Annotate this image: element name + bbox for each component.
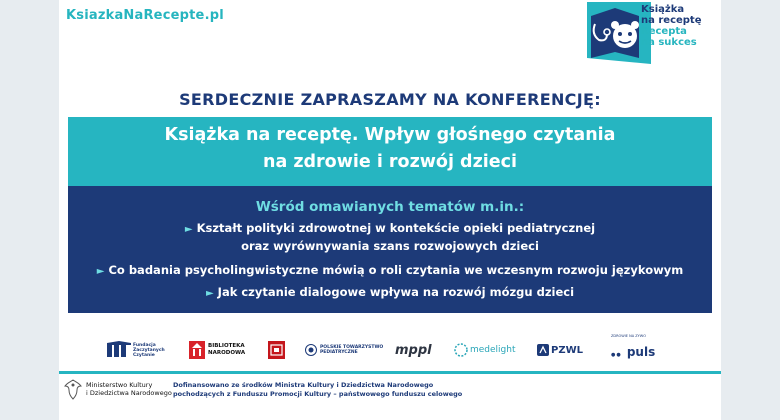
arrow-icon: ►	[96, 266, 105, 277]
topics-panel	[68, 186, 712, 313]
topics-heading: Wśród omawianych tematów m.in.:	[255, 199, 525, 215]
medelight-icon	[454, 343, 468, 357]
topic-item: ► Co badania psycholingwistyczne mówią o roli czytania we wczesnym rozwoju językowym	[96, 263, 684, 277]
logo-wordmark: Książka na receptę Recepta na sukces	[641, 4, 702, 48]
library-icon	[189, 341, 205, 359]
ptp-icon	[305, 344, 317, 356]
polskie-towarzystwo-pediatryczne-logo[interactable]: POLSKIE TOWARZYSTWO PEDIATRYCZNE	[305, 335, 383, 365]
topic-item: ► Kształt polityki zdrowotnej w kontekście opieki pediatrycznej oraz wyrównywania szans rozwojowych dzieci	[184, 221, 596, 253]
mppl-logo[interactable]: mppl	[395, 342, 432, 358]
medelight-logo[interactable]: medelight	[454, 335, 516, 365]
invitation-heading: SERDECZNIE ZAPRASZAMY NA KONFERENCJĘ:	[179, 90, 601, 109]
funding-note: Dofinansowano ze środków Ministra Kultury i Dziedzictwa Narodowego pochodzących z Funduszu Promocji Kultury – państwowego funduszu celowego	[173, 381, 463, 398]
emblem-icon	[268, 341, 285, 359]
topic-item: ► Jak czytanie dialogowe wpływa na rozwój mózgu dzieci	[205, 285, 575, 299]
eagle-emblem-icon	[64, 378, 82, 400]
pzwl-logo[interactable]: PZWL	[537, 335, 583, 365]
conference-title	[68, 117, 712, 186]
fundacja-logo[interactable]: Fundacja Zaczytanych Czytanie	[107, 335, 165, 365]
left-frame	[0, 0, 59, 420]
dots-icon: ●●	[611, 351, 622, 358]
title-line-2: na zdrowie i rozwój dzieci	[262, 152, 517, 172]
sponsor-logos	[59, 335, 721, 365]
right-frame	[721, 0, 780, 420]
red-emblem-logo[interactable]	[268, 335, 285, 365]
footer-divider	[59, 371, 721, 374]
pzwl-icon	[537, 344, 549, 356]
book-icon	[107, 341, 131, 359]
arrow-icon: ►	[205, 288, 214, 299]
puls-logo[interactable]: ZDROWIE NA ZYWO ●● puls	[611, 333, 656, 359]
ministry-logo[interactable]: Ministerstwo Kultury i Dziedzictwa Narodowego	[64, 378, 172, 400]
arrow-icon: ►	[184, 224, 193, 235]
site-url[interactable]: KsiazkaNaRecepte.pl	[66, 8, 224, 23]
biblioteka-narodowa-logo[interactable]: BIBLIOTEKA NARODOWA	[189, 335, 245, 365]
title-line-1: Książka na receptę. Wpływ głośnego czytania	[164, 125, 616, 145]
